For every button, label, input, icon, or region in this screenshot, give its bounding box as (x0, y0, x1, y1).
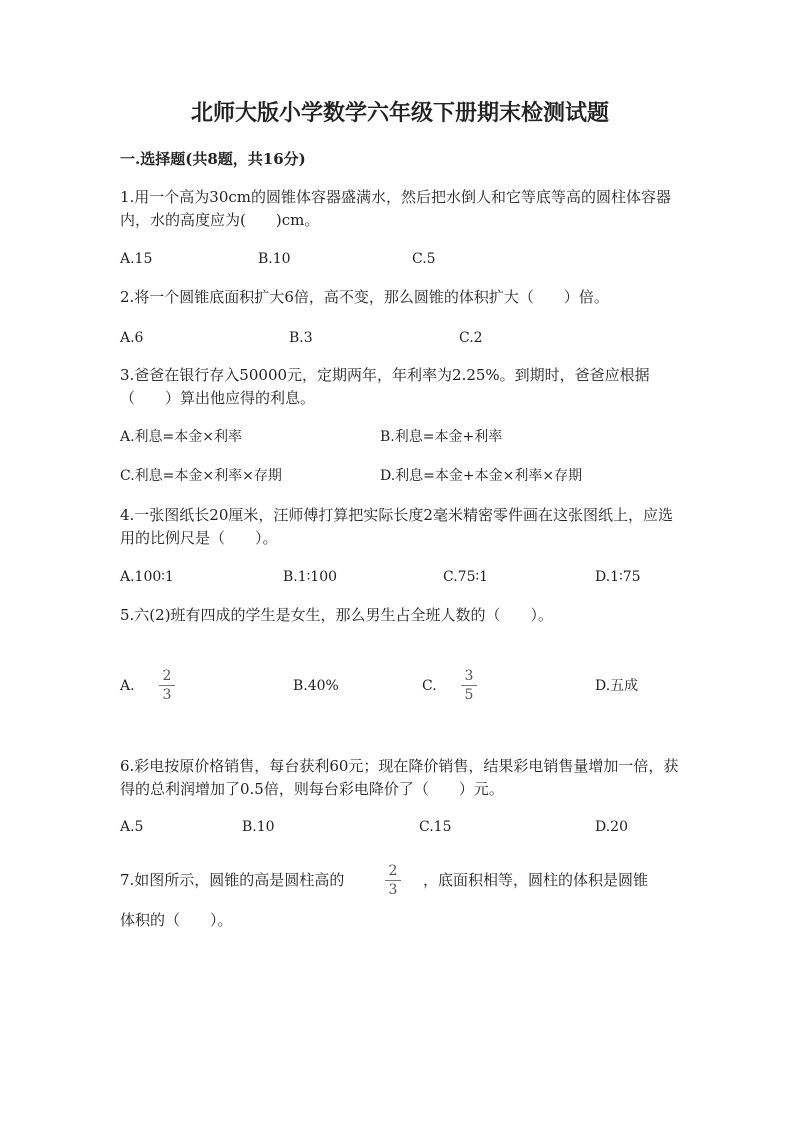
question-7-text-part1: 7.如图所示，圆锥的高是圆柱高的 (120, 871, 345, 889)
question-5-text: 5.六(2)班有四成的学生是女生，那么男生占全班人数的（ ）。 (120, 606, 554, 624)
question-6-text: 6.彩电按原价格销售，每台获利60元；现在降价销售，结果彩电销售量增加一倍，获得的总利润增加了0.5倍，则每台彩电降价了（ ）元。 (120, 757, 679, 798)
fraction-numerator: 2 (388, 863, 398, 879)
question-5-option-a-fraction (159, 669, 175, 702)
question-2-text: 2.将一个圆锥底面积扩大6倍，高不变，那么圆锥的体积扩大（ ）倍。 (120, 288, 609, 306)
question-1-text: 1.用一个高为30cm的圆锥体容器盛满水，然后把水倒人和它等底等高的圆柱体容器内，水的高度应为( )cm。 (120, 188, 672, 229)
page-title: 北师大版小学数学六年级下册期末检测试题 (190, 100, 609, 126)
question-3-text: 3.爸爸在银行存入50000元，定期两年，年利率为2.25%。到期时，爸爸应根据（ ）算出他应得的利息。 (120, 366, 650, 407)
question-5-option-d[interactable]: D.五成 (595, 678, 639, 694)
question-6-option-d[interactable]: D.20 (595, 819, 628, 835)
question-4-text: 4.一张图纸长20厘米，汪师傅打算把实际长度2毫米精密零件画在这张图纸上，应选用的比例尺是（ ）。 (120, 506, 673, 547)
fraction-bar (385, 880, 401, 881)
question-1-option-a[interactable]: A.15 (120, 251, 153, 267)
question-5-option-b[interactable]: B.40% (293, 678, 339, 694)
question-7-fraction (385, 864, 401, 897)
question-2-option-b[interactable]: B.3 (289, 330, 313, 346)
fraction-numerator: 3 (464, 668, 474, 684)
question-3-option-d[interactable]: D.利息=本金+本金×利率×存期 (380, 468, 583, 484)
question-6-option-a[interactable]: A.5 (120, 819, 144, 835)
fraction-numerator: 2 (162, 668, 172, 684)
question-4-option-b[interactable]: B.1∶100 (283, 569, 338, 585)
fraction-bar (159, 685, 175, 686)
question-2-option-c[interactable]: C.2 (459, 330, 483, 346)
question-3-option-c[interactable]: C.利息=本金×利率×存期 (120, 468, 282, 484)
question-4-option-a[interactable]: A.100∶1 (120, 569, 174, 585)
fraction-denominator: 3 (162, 687, 172, 703)
question-5-option-a[interactable]: A. (120, 678, 135, 694)
question-7-text-part3: 体积的（ ）。 (120, 911, 233, 929)
fraction-denominator: 3 (388, 882, 398, 898)
question-5-option-c-fraction (461, 669, 477, 702)
fraction-denominator: 5 (464, 687, 474, 703)
question-6-option-b[interactable]: B.10 (242, 819, 275, 835)
question-2-option-a[interactable]: A.6 (120, 330, 144, 346)
question-7-text-part2: ，底面积相等，圆柱的体积是圆锥 (423, 871, 649, 889)
question-4-option-d[interactable]: D.1∶75 (595, 569, 641, 585)
section-heading: 一.选择题(共8题，共16分) (120, 150, 306, 168)
question-3-option-b[interactable]: B.利息=本金+利率 (380, 429, 503, 445)
question-1-option-b[interactable]: B.10 (258, 251, 291, 267)
fraction-bar (461, 685, 477, 686)
question-1-option-c[interactable]: C.5 (412, 251, 436, 267)
question-6-option-c[interactable]: C.15 (419, 819, 452, 835)
question-3-option-a[interactable]: A.利息=本金×利率 (120, 429, 243, 445)
question-5-option-c[interactable]: C. (422, 678, 437, 694)
question-4-option-c[interactable]: C.75∶1 (443, 569, 489, 585)
